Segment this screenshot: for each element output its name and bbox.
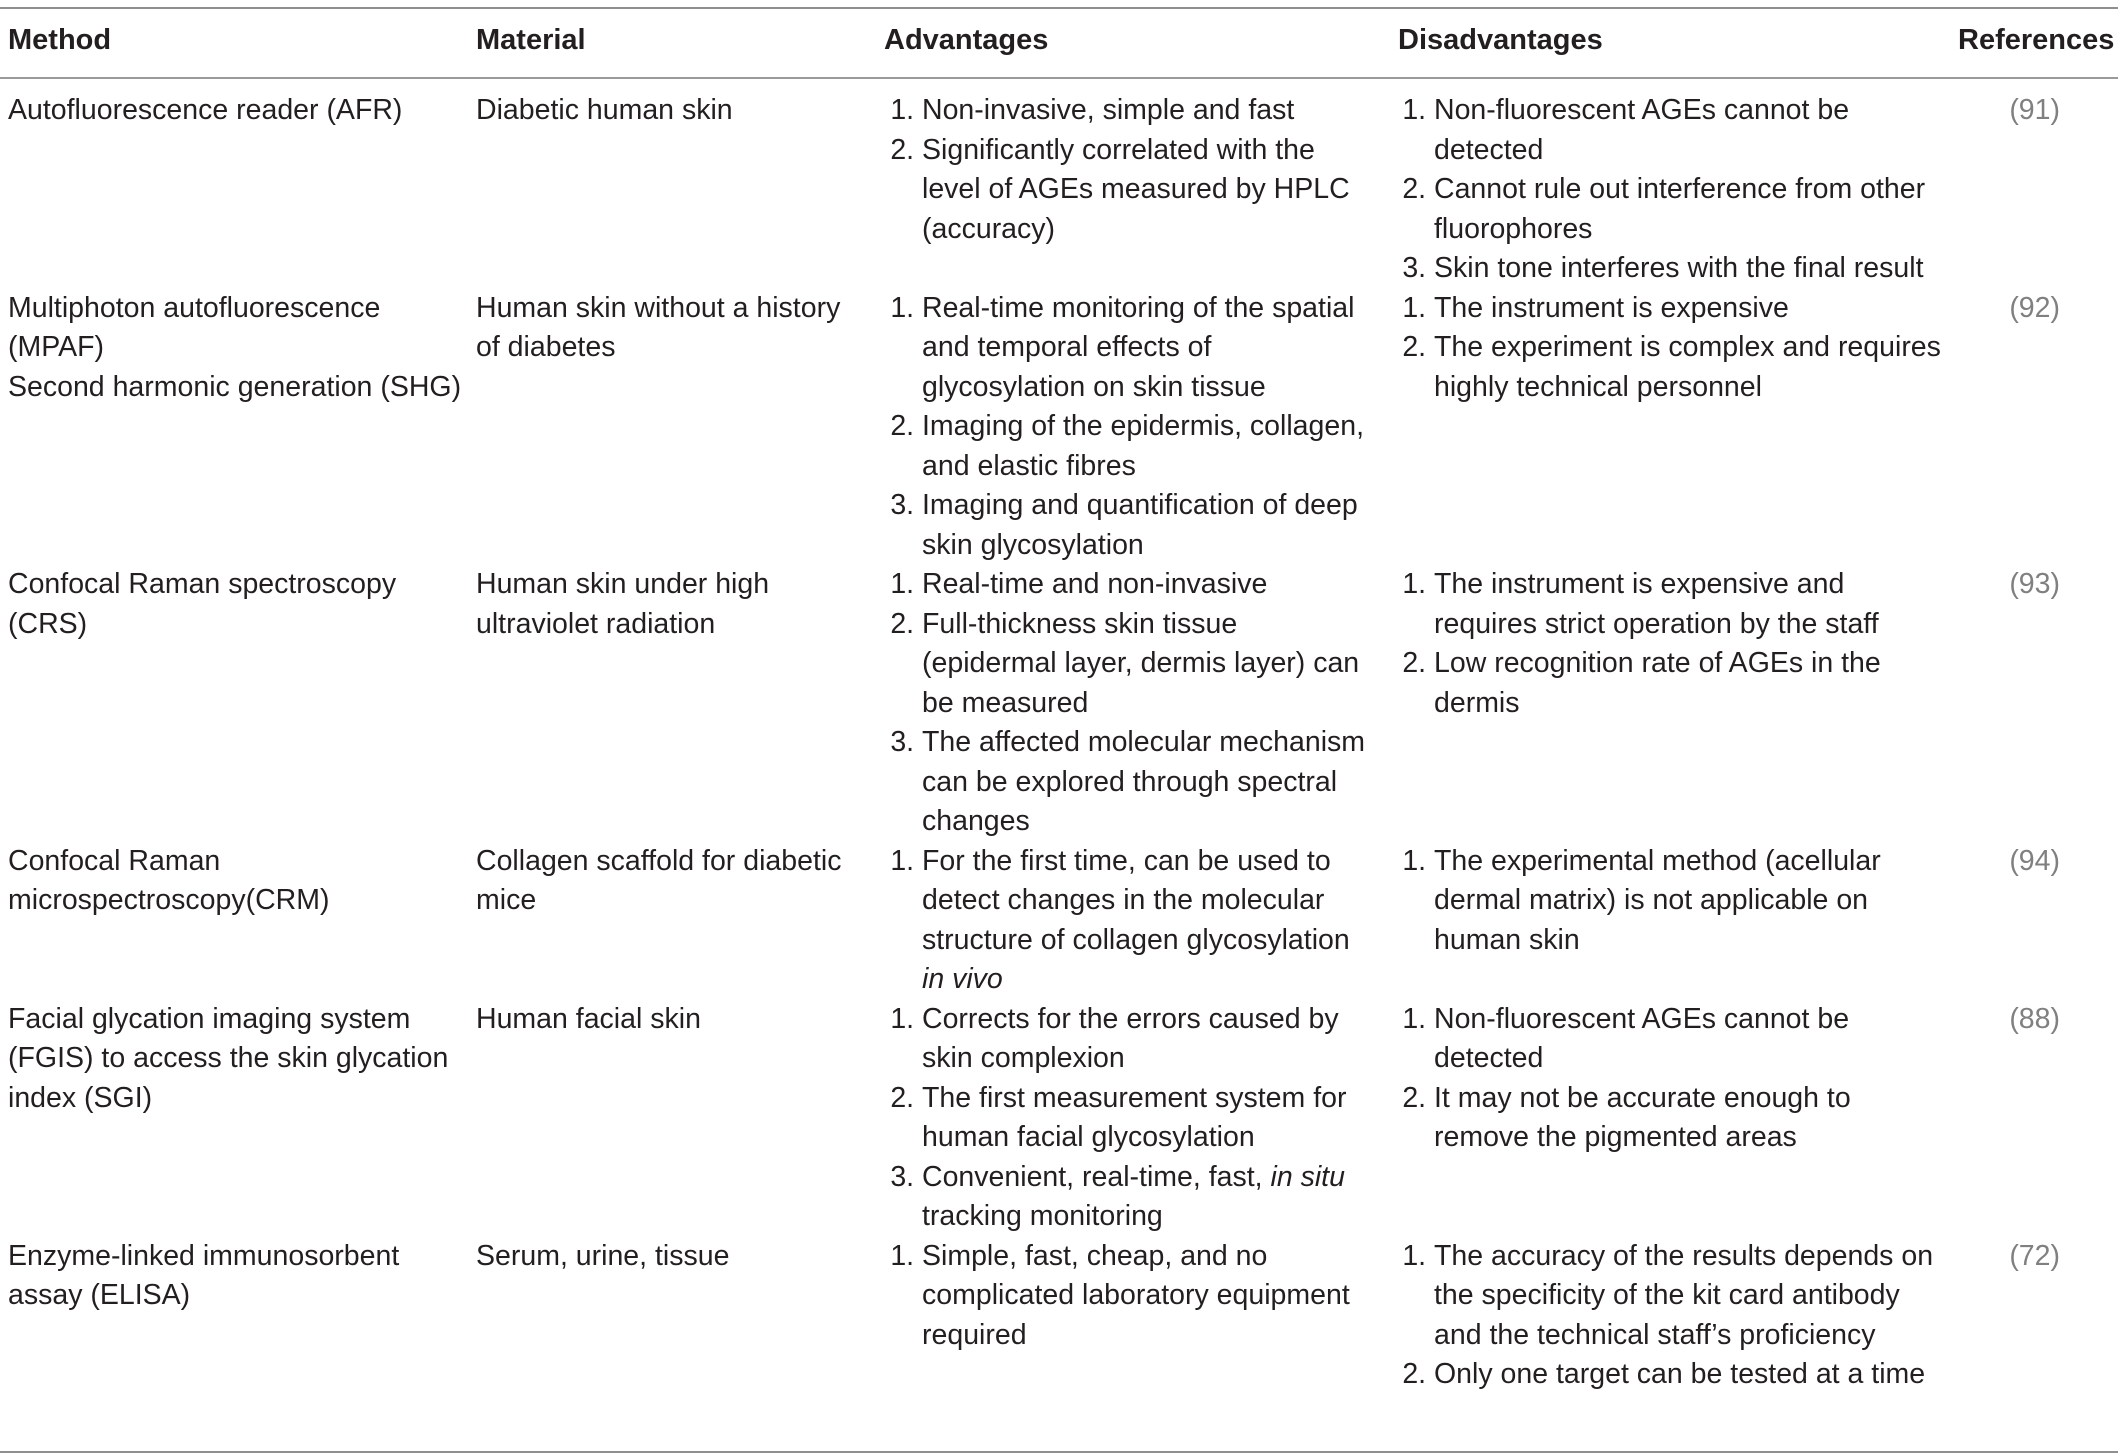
table-row [0, 565, 2118, 842]
advantages-cell [864, 77, 1376, 289]
header-advantages: Advantages [884, 24, 1049, 56]
advantages-cell-item: 1. Simple, fast, cheap, and no complicated laboratory equipment required [922, 1237, 1376, 1356]
disadvantages-cell-item: 1. Non-fluorescent AGEs cannot be detected [1434, 1000, 1950, 1079]
advantages-cell-item: 3. The affected molecular mechanism can be explored through spectral changes [922, 723, 1376, 842]
advantages-cell [864, 565, 1376, 842]
advantages-cell-item: 3. Imaging and quantification of deep skin glycosylation [922, 486, 1376, 565]
advantages-cell-list [874, 1000, 1376, 1237]
method-cell [0, 77, 468, 289]
disadvantages-cell-item: 1. The accuracy of the results depends on the specificity of the kit card antibody and the technical staff’s proficiency [1434, 1237, 1950, 1356]
advantages-cell [864, 289, 1376, 566]
advantages-cell [864, 842, 1376, 1000]
material-cell [468, 565, 864, 842]
disadvantages-cell-item: 1. The instrument is expensive and requires strict operation by the staff [1434, 565, 1950, 644]
bottom-rule [0, 1451, 2118, 1453]
advantages-cell-item: 1. Real-time monitoring of the spatial and temporal effects of glycosylation on skin tissue [922, 289, 1376, 408]
material-cell [468, 1237, 864, 1395]
material-cell [468, 1000, 864, 1237]
material-cell-line: Human facial skin [476, 1002, 701, 1035]
advantages-cell-item: 2. Significantly correlated with the level of AGEs measured by HPLC (accuracy) [922, 131, 1376, 250]
disadvantages-cell-item: 3. Skin tone interferes with the final result [1434, 249, 1950, 289]
material-cell-line: Human skin under high ultraviolet radiation [476, 568, 770, 640]
advantages-cell-item: 1. Non-invasive, simple and fast [922, 91, 1376, 131]
material-cell [468, 842, 864, 1000]
method-cell [0, 1000, 468, 1237]
material-cell-line: Diabetic human skin [476, 94, 733, 126]
method-cell [0, 842, 468, 1000]
advantages-cell-item: 1. For the first time, can be used to detect changes in the molecular structure of collagen glycosylation in vivo [922, 842, 1376, 1000]
header-material: Material [476, 24, 586, 56]
disadvantages-cell-list [1386, 565, 1950, 723]
disadvantages-cell-list [1386, 842, 1950, 961]
advantages-cell-list [874, 842, 1376, 1000]
disadvantages-cell [1376, 565, 1950, 842]
table-row [0, 842, 2118, 1000]
material-cell-line: Serum, urine, tissue [476, 1239, 730, 1272]
disadvantages-cell [1376, 289, 1950, 566]
material-cell-line: Human skin without a history of diabetes [476, 291, 841, 363]
method-cell-line: Confocal Raman spectroscopy (CRS) [8, 568, 397, 640]
disadvantages-cell-item: 1. The experimental method (acellular dermal matrix) is not applicable on human skin [1434, 842, 1950, 961]
disadvantages-cell-item: 2. Only one target can be tested at a time [1434, 1355, 1950, 1395]
disadvantages-cell-list [1386, 91, 1950, 289]
advantages-cell [864, 1000, 1376, 1237]
disadvantages-cell-item: 2. The experiment is complex and requires highly technical personnel [1434, 328, 1950, 407]
disadvantages-cell-item: 1. Non-fluorescent AGEs cannot be detected [1434, 91, 1950, 170]
advantages-cell-item: 1. Corrects for the errors caused by skin complexion [922, 1000, 1376, 1079]
disadvantages-cell-list [1386, 289, 1950, 408]
method-cell [0, 1237, 468, 1395]
disadvantages-cell-list [1386, 1237, 1950, 1395]
method-cell-line: Autofluorescence reader (AFR) [8, 94, 403, 126]
disadvantages-cell-item: 2. It may not be accurate enough to remove the pigmented areas [1434, 1079, 1950, 1158]
header-references: References [1958, 24, 2115, 56]
table-row [0, 1000, 2118, 1237]
advantages-cell-item: 1. Real-time and non-invasive [922, 565, 1376, 605]
reference-cell: (93) [2009, 568, 2060, 600]
disadvantages-cell [1376, 1000, 1950, 1237]
advantages-cell-item: 3. Convenient, real-time, fast, in situ tracking monitoring [922, 1158, 1376, 1237]
table-body [0, 77, 2118, 1395]
disadvantages-cell [1376, 842, 1950, 1000]
methods-table [0, 9, 2118, 1395]
advantages-cell-item: 2. The first measurement system for human facial glycosylation [922, 1079, 1376, 1158]
advantages-cell-item: 2. Full-thickness skin tissue (epidermal layer, dermis layer) can be measured [922, 605, 1376, 724]
disadvantages-cell-item: 1. The instrument is expensive [1434, 289, 1950, 329]
material-cell [468, 289, 864, 566]
method-cell-line: Facial glycation imaging system (FGIS) to access the skin glycation index (SGI) [8, 1002, 449, 1114]
reference-cell: (72) [2009, 1239, 2060, 1272]
method-cell-line: Second harmonic generation (SHG) [8, 370, 462, 403]
reference-cell: (91) [2009, 94, 2060, 126]
method-cell-line: Confocal Raman microspectroscopy(CRM) [8, 844, 330, 916]
italic-term: in vivo [922, 963, 1003, 995]
advantages-cell [864, 1237, 1376, 1395]
material-cell-line: Collagen scaffold for diabetic mice [476, 844, 842, 916]
method-cell [0, 565, 468, 842]
reference-cell: (92) [2009, 291, 2060, 324]
italic-term: in situ [1270, 1160, 1345, 1193]
table-row [0, 289, 2118, 566]
header-method: Method [8, 24, 112, 56]
disadvantages-cell [1376, 1237, 1950, 1395]
advantages-cell-item: 2. Imaging of the epidermis, collagen, and elastic fibres [922, 407, 1376, 486]
advantages-cell-list [874, 91, 1376, 249]
disadvantages-cell-item: 2. Cannot rule out interference from other fluorophores [1434, 170, 1950, 249]
method-cell-line: Multiphoton autofluorescence (MPAF) [8, 291, 381, 363]
table-row [0, 77, 2118, 289]
advantages-cell-list [874, 565, 1376, 842]
disadvantages-cell-list [1386, 1000, 1950, 1158]
advantages-cell-list [874, 1237, 1376, 1356]
advantages-cell-list [874, 289, 1376, 566]
method-cell-line: Enzyme-linked immunosorbent assay (ELISA) [8, 1239, 400, 1311]
disadvantages-cell [1376, 77, 1950, 289]
method-cell [0, 289, 468, 566]
header-row [0, 9, 2118, 77]
table-row [0, 1237, 2118, 1395]
header-disadvantages: Disadvantages [1398, 24, 1603, 56]
disadvantages-cell-item: 2. Low recognition rate of AGEs in the dermis [1434, 644, 1950, 723]
reference-cell: (94) [2009, 844, 2060, 877]
reference-cell: (88) [2009, 1002, 2060, 1035]
material-cell [468, 77, 864, 289]
